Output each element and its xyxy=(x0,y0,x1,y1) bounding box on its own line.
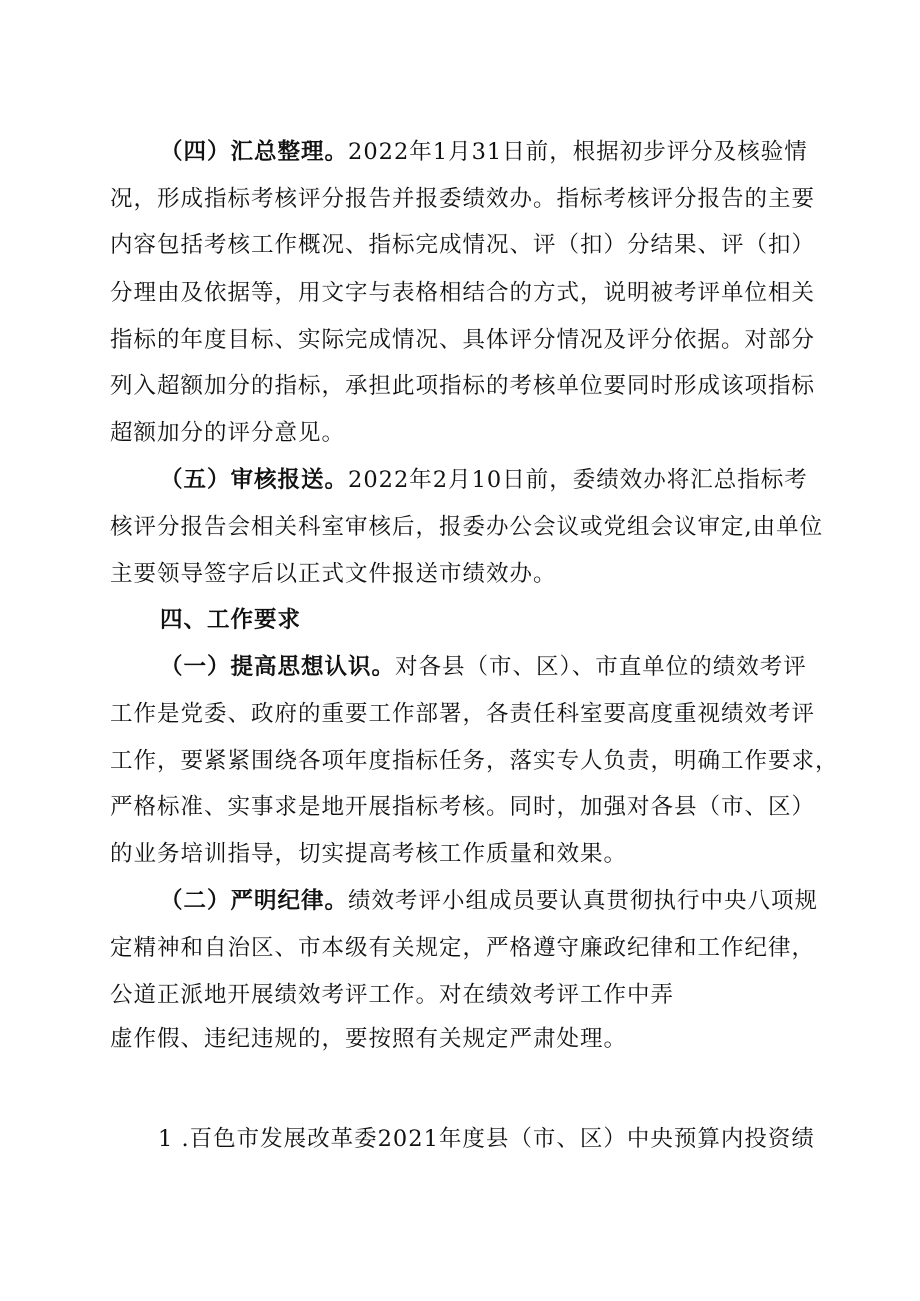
paragraph-line: 的业务培训指导，切实提高考核工作质量和效果。 xyxy=(110,841,628,867)
paragraph-line: 超额加分的评分意见。 xyxy=(110,420,346,446)
paragraph-line: 列入超额加分的指标，承担此项指标的考核单位要同时形成该项指标 xyxy=(110,373,816,399)
paragraph-line: 况，形成指标考核评分报告并报委绩效办。指标考核评分报告的主要 xyxy=(110,186,816,212)
paragraph-line: 工作是党委、政府的重要工作部署，各责任科室要高度重视绩效考评 xyxy=(110,701,816,727)
paragraph-line: 公道正派地开展绩效考评工作。对在绩效考评工作中弄 xyxy=(110,982,675,1008)
paragraph-line: 工作，要紧紧围绕各项年度指标任务，落实专人负责，明确工作要求， xyxy=(110,748,839,774)
attachment-item: 1 .百色市发展改革委2021年度县（市、区）中央预算内投资绩 xyxy=(158,1126,815,1152)
paragraph-line: 定精神和自治区、市本级有关规定，严格遵守廉政纪律和工作纪律， xyxy=(110,935,816,961)
section-heading: （五）审核报送。 xyxy=(160,467,349,493)
paragraph-line: 内容包括考核工作概况、指标完成情况、评（扣）分结果、评（扣） xyxy=(110,232,816,258)
section-heading: （四）汇总整理。 xyxy=(160,139,349,165)
section-heading: （一）提高思想认识。 xyxy=(160,654,396,680)
paragraph-line: （四）汇总整理。2022年1月31日前，根据初步评分及核验情 xyxy=(160,139,808,165)
paragraph-line: 分理由及依据等，用文字与表格相结合的方式，说明被考评单位相关 xyxy=(110,280,816,306)
paragraph-line: 指标的年度目标、实际完成情况、具体评分情况及评分依据。对部分 xyxy=(110,327,816,353)
paragraph-line: 严格标准、实事求是地开展指标考核。同时，加强对各县（市、区） xyxy=(110,794,816,820)
paragraph-line: 核评分报告会相关科室审核后，报委办公会议或党组会议审定,由单位 xyxy=(110,514,824,540)
paragraph-line: （一）提高思想认识。对各县（市、区）、市直单位的绩效考评 xyxy=(160,654,807,680)
paragraph-line: 虚作假、违纪违规的，要按照有关规定严肃处理。 xyxy=(110,1026,628,1052)
chapter-heading: 四、工作要求 xyxy=(160,607,302,633)
section-heading: （二）严明纪律。 xyxy=(160,888,349,914)
paragraph-line: （五）审核报送。2022年2月10日前，委绩效办将汇总指标考 xyxy=(160,467,808,493)
paragraph-line: 主要领导签字后以正式文件报送市绩效办。 xyxy=(110,561,557,587)
paragraph-line: （二）严明纪律。绩效考评小组成员要认真贯彻执行中央八项规 xyxy=(160,888,819,914)
